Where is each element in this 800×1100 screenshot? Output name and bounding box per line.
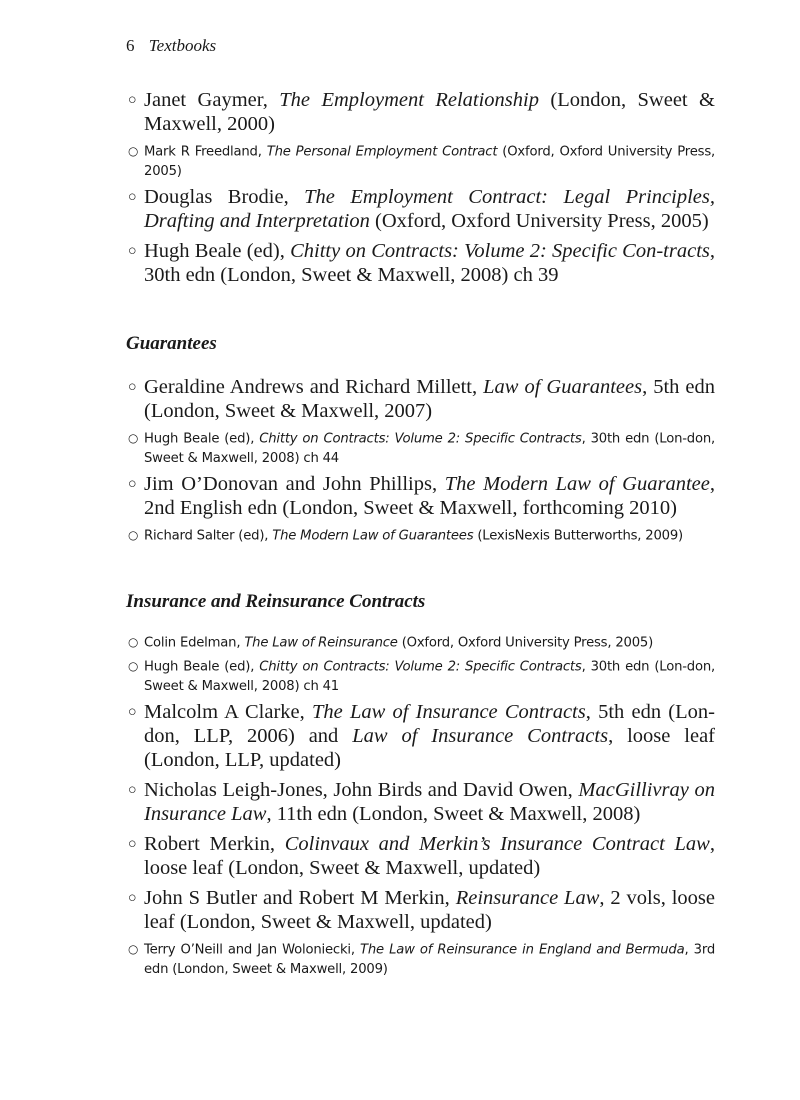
list-item: ○ John S Butler and Robert M Merkin, Reinsurance Law, 2 vols, loose leaf (London, Sweet & Maxwell, updated) bbox=[128, 887, 716, 934]
section-heading-insurance: Insurance and Reinsurance Contracts bbox=[126, 591, 426, 613]
book-title: Chitty on Contracts: Volume 2: Specific Contracts bbox=[259, 431, 582, 447]
list-item: ○ Terry O’Neill and Jan Woloniecki, The Law of Reinsurance in England and Bermuda, 3rd edn (London, Sweet & Maxwell, 2009) bbox=[128, 942, 716, 977]
section-guarantees-list bbox=[126, 375, 715, 545]
book-title: The Modern Law of Guarantees bbox=[272, 528, 474, 544]
section-heading-guarantees: Guarantees bbox=[126, 333, 217, 355]
book-title: Reinsurance Law bbox=[455, 887, 600, 910]
list-item: ○ Hugh Beale (ed), Chitty on Contracts: Volume 2: Specific Contracts, 30th edn (Lon-don, Sweet & Maxwell, 2008) ch 41 bbox=[128, 659, 715, 694]
bullet-icon: ○ bbox=[128, 431, 139, 446]
list-item: ○ Janet Gaymer, The Employment Relationship (London, Sweet & Maxwell, 2000) bbox=[128, 89, 715, 136]
list-item: ○ Malcolm A Clarke, The Law of Insurance Contracts, 5th edn (Lon-don, LLP, 2006) and Law of Insurance Contracts, loose leaf (London, LLP, updated) bbox=[128, 700, 715, 771]
list-item: ○ Robert Merkin, Colinvaux and Merkin’s Insurance Contract Law, loose leaf (London, Sweet & Maxwell, updated) bbox=[128, 833, 715, 880]
bullet-icon: ○ bbox=[128, 703, 137, 720]
book-title: The Employment Contract: Legal Principles, Drafting and Interpretation bbox=[144, 185, 715, 232]
book-title: Colinvaux and Merkin’s Insurance Contract Law bbox=[284, 833, 710, 856]
book-title: Law of Guarantees bbox=[483, 376, 643, 399]
book-title: The Modern Law of Guarantee bbox=[444, 472, 710, 495]
list-item: ○ Nicholas Leigh-Jones, John Birds and David Owen, MacGillivray on Insurance Law, 11th edn (London, Sweet & Maxwell, 2008) bbox=[128, 778, 715, 825]
list-item: ○ Mark R Freedland, The Personal Employment Contract (Oxford, Oxford University Press, 2005) bbox=[128, 144, 715, 179]
running-header bbox=[126, 36, 216, 56]
bullet-icon: ○ bbox=[128, 92, 137, 108]
book-title: The Law of Insurance Contracts bbox=[311, 700, 586, 723]
bullet-icon: ○ bbox=[128, 659, 139, 674]
list-item: ○ Jim O’Donovan and John Phillips, The Modern Law of Guarantee, 2nd English edn (London, Sweet & Maxwell, forthcoming 2010) bbox=[128, 472, 715, 519]
bullet-icon: ○ bbox=[128, 527, 139, 542]
bibliography-content bbox=[126, 88, 715, 983]
book-title: The Law of Reinsurance bbox=[244, 636, 398, 652]
list-item: ○ Geraldine Andrews and Richard Millett, Law of Guarantees, 5th edn (London, Sweet & Maxwell, 2007) bbox=[128, 376, 716, 423]
bullet-icon: ○ bbox=[128, 144, 139, 159]
book-title: Law of Insurance Contracts bbox=[352, 724, 609, 747]
bullet-icon: ○ bbox=[128, 379, 137, 396]
bullet-icon: ○ bbox=[128, 188, 137, 205]
list-item: ○ Hugh Beale (ed), Chitty on Contracts: Volume 2: Specific Con-tracts, 30th edn (London, Sweet & Maxwell, 2008) ch 39 bbox=[128, 240, 715, 287]
list-item: ○ Hugh Beale (ed), Chitty on Contracts: Volume 2: Specific Contracts, 30th edn (Lon-don, Sweet & Maxwell, 2008) ch 44 bbox=[128, 431, 715, 466]
bullet-icon: ○ bbox=[128, 890, 137, 907]
book-title: The Personal Employment Contract bbox=[266, 144, 498, 160]
section-insurance-list bbox=[126, 633, 715, 978]
book-title: Chitty on Contracts: Volume 2: Specific Con-tracts bbox=[290, 240, 710, 263]
bullet-icon: ○ bbox=[128, 835, 137, 852]
book-title: The Employment Relationship bbox=[279, 89, 539, 112]
book-title: The Law of Reinsurance in England and Bermuda bbox=[360, 942, 685, 958]
list-item: ○ Douglas Brodie, The Employment Contract: Legal Principles, Drafting and Interpretation (Oxford, Oxford University Press, 2005) bbox=[128, 185, 715, 232]
section-employment-list bbox=[126, 88, 715, 287]
list-item: ○ Richard Salter (ed), The Modern Law of Guarantees (LexisNexis Butterworths, 2009) bbox=[128, 527, 683, 544]
running-title: Textbooks bbox=[148, 36, 217, 55]
bullet-icon: ○ bbox=[128, 781, 137, 798]
book-title: MacGillivray on Insurance Law bbox=[144, 778, 715, 825]
bullet-icon: ○ bbox=[128, 635, 139, 650]
list-item: ○ Colin Edelman, The Law of Reinsurance (Oxford, Oxford University Press, 2005) bbox=[128, 635, 654, 652]
bullet-icon: ○ bbox=[128, 942, 139, 957]
page-number: 6 bbox=[126, 36, 135, 55]
bullet-icon: ○ bbox=[128, 242, 137, 259]
bullet-icon: ○ bbox=[128, 475, 137, 492]
book-title: Chitty on Contracts: Volume 2: Specific Contracts bbox=[259, 659, 582, 675]
